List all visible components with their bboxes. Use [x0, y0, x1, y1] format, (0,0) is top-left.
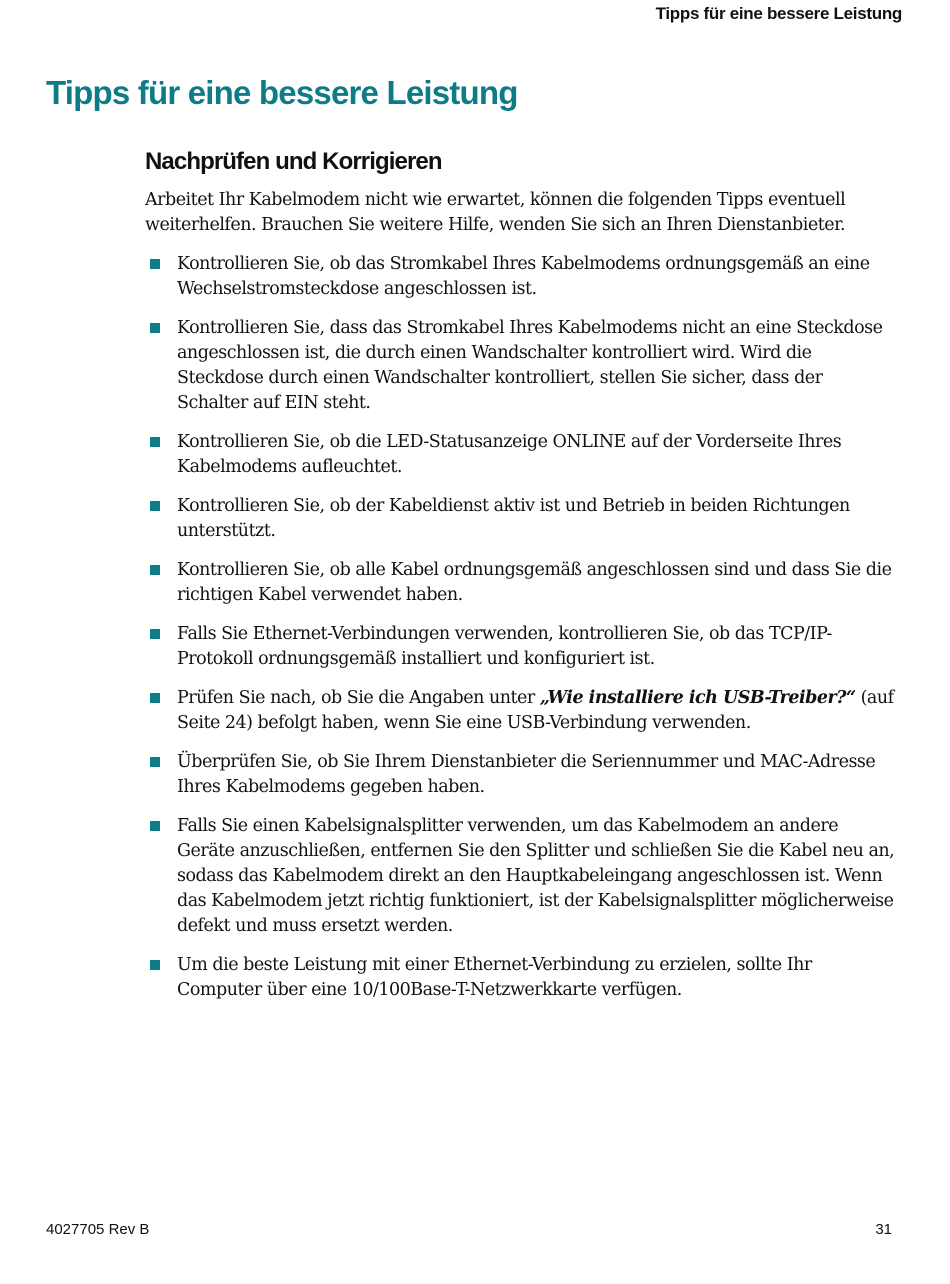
square-bullet-icon: [150, 259, 160, 269]
square-bullet-icon: [150, 501, 160, 511]
square-bullet-icon: [150, 565, 160, 575]
list-item: [145, 750, 897, 800]
list-item-text: Kontrollieren Sie, ob die LED-Statusanzeige ONLINE auf der Vorderseite Ihres Kabelmodems aufleuchtet.: [177, 432, 842, 477]
list-item-text-before: Prüfen Sie nach, ob Sie die Angaben unter: [177, 688, 540, 708]
square-bullet-icon: [150, 323, 160, 333]
list-item-text: Kontrollieren Sie, dass das Stromkabel Ihres Kabelmodems nicht an eine Steckdose angeschlossen ist, die durch einen Wandschalter kontrolliert wird. Wird die Steckdose durch einen Wandschalter kontrolliert, stellen Sie sicher, dass der Schalter auf EIN steht.: [177, 318, 883, 413]
square-bullet-icon: [150, 629, 160, 639]
list-item: [145, 953, 897, 1003]
list-item-text: Überprüfen Sie, ob Sie Ihrem Dienstanbieter die Seriennummer und MAC-Adresse Ihres Kabelmodems gegeben haben.: [177, 752, 876, 797]
list-item: [145, 252, 897, 302]
usb-driver-reference-link[interactable]: „Wie installiere ich USB-Treiber?“: [539, 688, 856, 708]
intro-paragraph: Arbeitet Ihr Kabelmodem nicht wie erwartet, können die folgenden Tipps eventuell weiterhelfen. Brauchen Sie weitere Hilfe, wenden Sie sich an Ihren Dienstanbieter.: [145, 190, 846, 235]
square-bullet-icon: [150, 437, 160, 447]
list-item: [145, 686, 897, 736]
list-item: [145, 316, 897, 416]
list-item-text: Falls Sie einen Kabelsignalsplitter verwenden, um das Kabelmodem an andere Geräte anzuschließen, entfernen Sie den Splitter und schließen Sie die Kabel neu an, sodass das Kabelmodem direkt an den Hauptkabeleingang angeschlossen ist. Wenn das Kabelmodem jetzt richtig funktioniert, ist der Kabelsignalsplitter möglicherweise defekt und muss ersetzt werden.: [177, 816, 895, 936]
list-item-text: Falls Sie Ethernet-Verbindungen verwenden, kontrollieren Sie, ob das TCP/IP-Protokoll ordnungsgemäß installiert und konfiguriert ist.: [177, 624, 832, 669]
document-number: 4027705 Rev B: [46, 1221, 150, 1238]
page-number: 31: [875, 1221, 892, 1238]
list-item: [145, 814, 897, 939]
list-item-text: Um die beste Leistung mit einer Ethernet-Verbindung zu erzielen, sollte Ihr Computer über eine 10/100Base-T-Netzwerkkarte verfügen.: [177, 955, 812, 1000]
list-item-text: Kontrollieren Sie, ob das Stromkabel Ihres Kabelmodems ordnungsgemäß an eine Wechselstromsteckdose angeschlossen ist.: [177, 254, 870, 299]
list-item: [145, 622, 897, 672]
tips-list: [145, 252, 897, 1003]
section-heading: Nachprüfen und Korrigieren: [145, 148, 442, 175]
list-item-text: Kontrollieren Sie, ob alle Kabel ordnungsgemäß angeschlossen sind und dass Sie die richtigen Kabel verwendet haben.: [177, 560, 892, 605]
section-content: [145, 148, 897, 1017]
running-header: Tipps für eine bessere Leistung: [655, 4, 902, 23]
square-bullet-icon: [150, 960, 160, 970]
square-bullet-icon: [150, 757, 160, 767]
list-item-text: Kontrollieren Sie, ob der Kabeldienst aktiv ist und Betrieb in beiden Richtungen unterstützt.: [177, 496, 850, 541]
list-item: [145, 558, 897, 608]
page-title: Tipps für eine bessere Leistung: [46, 74, 518, 111]
list-item-text-after: (auf Seite 24) befolgt haben, wenn Sie eine USB-Verbindung verwenden.: [177, 688, 894, 733]
list-item: [145, 430, 897, 480]
list-item: [145, 494, 897, 544]
square-bullet-icon: [150, 821, 160, 831]
square-bullet-icon: [150, 693, 160, 703]
